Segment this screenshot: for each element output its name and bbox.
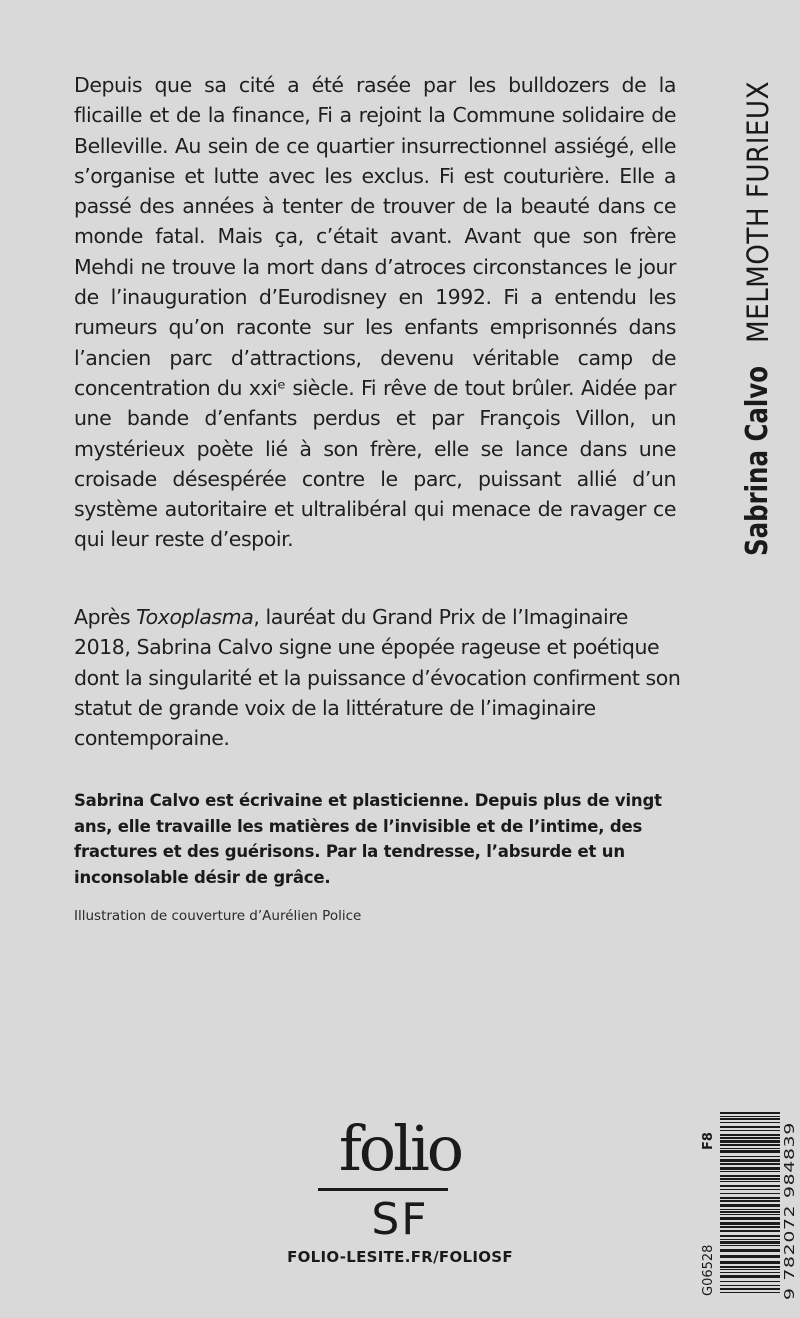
barcode-bar (720, 1126, 780, 1128)
barcode-bar (720, 1269, 780, 1270)
synopsis-paragraph: Depuis que sa cité a été rasée par les bulldozers de la flicaille et de la finance, Fi a rejoint la Commune solidaire de Belleville. Au sein de ce quartier insurrectionnel assiégé, elle s’organise et lutte avec les exclus. Fi est couturière. Elle a passé des années à tenter de trouver de la beauté dans ce monde fatal. Mais ça, c’était avant. Avant que son frère Mehdi ne trouve la mort dans d’atroces circonstances le jour de l’inauguration d’Eurodisney en 1992. Fi a entendu les rumeurs qu’on raconte sur les enfants emprisonnés dans l’ancien parc d’attractions, devenu véritable camp de concentration du xxiᵉ siècle. Fi rêve de tout brûler. Aidée par une bande d’enfants perdus et par François Villon, un mystérieux poète lié à son frère, elle se lance dans une croisade désespérée contre le parc, puissant allié d’un système autoritaire et ultralibéral qui menace de ravager ce qui leur reste d’espoir. (74, 73, 676, 552)
logo-divider (318, 1188, 448, 1191)
barcode-bar (720, 1134, 780, 1136)
website-url: FOLIO-LESITE.FR/FOLIOSF (287, 1248, 513, 1266)
barcode-bar (720, 1239, 780, 1240)
barcode-bar (720, 1285, 780, 1286)
barcode-bar (720, 1272, 780, 1273)
barcode-bars (720, 1112, 780, 1293)
barcode-bar (720, 1178, 780, 1180)
barcode-bar (720, 1204, 780, 1207)
barcode-bar (720, 1150, 780, 1153)
barcode-bar (720, 1241, 780, 1244)
barcode-bar (720, 1222, 780, 1225)
barcode-bar (720, 1288, 780, 1290)
author-bio: Sabrina Calvo est écrivaine et plasticienne. Depuis plus de vingt ans, elle travaille les matières de l’invisible et de l’intime, des fractures et des guérisons. Par la tendresse, l’absurde et un inconsolable désir de grâce. (74, 791, 662, 887)
barcode-bar (720, 1214, 780, 1215)
folio-sf-logo (300, 1112, 500, 1248)
spine-author-text: Sabrina Calvo (740, 322, 775, 556)
barcode-bar (720, 1163, 780, 1165)
barcode-bar (720, 1122, 780, 1123)
book-title: Toxoplasma (136, 605, 254, 629)
barcode-bar (720, 1281, 780, 1282)
barcode-bar (720, 1255, 780, 1258)
barcode-bar (720, 1159, 780, 1162)
barcode-bar (720, 1156, 780, 1157)
barcode-bar (720, 1249, 780, 1252)
about-paragraph (74, 602, 684, 753)
barcode-bar (720, 1181, 780, 1182)
barcode-bar (720, 1189, 780, 1190)
cover-credit: Illustration de couverture d’Aurélien Police (74, 908, 362, 924)
spine-series-title (723, 53, 791, 343)
logo-folio-text: folio (338, 1112, 462, 1185)
barcode-bar (720, 1197, 780, 1199)
barcode-bar (720, 1209, 780, 1210)
logo-sf-text: SF (371, 1194, 429, 1245)
barcode-bar (720, 1167, 780, 1170)
barcode-bar (720, 1137, 780, 1139)
barcode-price-code: F8 (701, 1132, 716, 1150)
barcode-bar (720, 1235, 780, 1237)
barcode-code: G06528 (701, 1244, 716, 1296)
barcode-bar (720, 1261, 780, 1264)
barcode-bar (720, 1211, 780, 1213)
barcode-bar (720, 1185, 780, 1187)
barcode-bar (720, 1217, 780, 1220)
barcode-bar (720, 1148, 780, 1149)
barcode-bar (720, 1226, 780, 1228)
barcode-bar (720, 1140, 780, 1143)
barcode-bar (720, 1171, 780, 1172)
barcode-ean: 9 782072 984839 (783, 1176, 798, 1300)
barcode-bar (720, 1193, 780, 1194)
barcode-bar (720, 1275, 780, 1278)
barcode-bar (720, 1200, 780, 1202)
barcode-bar (720, 1292, 780, 1293)
barcode-bar (720, 1175, 780, 1177)
barcode-bar (720, 1112, 780, 1114)
barcode-bar (720, 1144, 780, 1146)
barcode-bar (720, 1245, 780, 1246)
barcode-bar (720, 1130, 780, 1131)
barcode-bar (720, 1118, 780, 1120)
barcode-bar (720, 1266, 780, 1268)
barcode-bar (720, 1230, 780, 1232)
barcode (695, 1100, 798, 1300)
about-prefix: Après (74, 605, 137, 629)
spine-author-name (723, 322, 791, 562)
about-rest: , lauréat du Grand Prix de l’Imaginaire 2018, Sabrina Calvo signe une épopée rageuse et poétique dont la singularité et la puissance d’évocation confirment son statut de grande voix de la littérature de l’imaginaire contemporaine. (74, 605, 681, 751)
spine-series-text: MELMOTH FURIEUX (741, 53, 775, 343)
barcode-bar (720, 1116, 780, 1117)
